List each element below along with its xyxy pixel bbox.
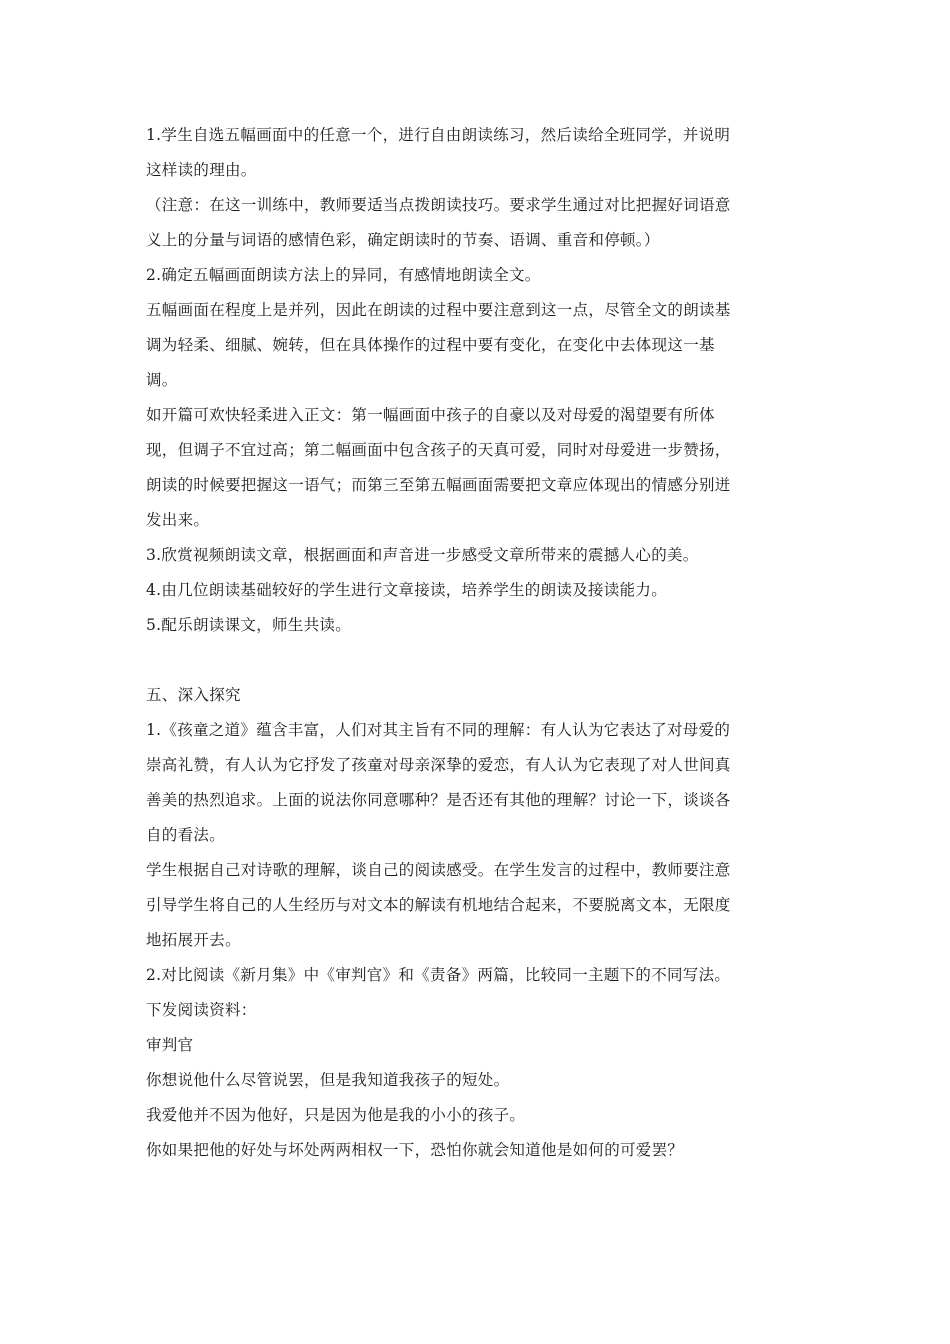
paragraph-explore-2: 2.对比阅读《新月集》中《审判官》和《责备》两篇，比较同一主题下的不同写法。	[146, 966, 731, 984]
section-heading: 五、深入探究	[146, 686, 241, 704]
paragraph-student-response: 学生根据自己对诗歌的理解，谈自己的阅读感受。在学生发言的过程中，教师要注意引导学生将自己的人生经历与对文本的解读有机地结合起来，不要脱离文本，无限度地拓展开去。	[146, 861, 731, 949]
document-body	[146, 118, 736, 1168]
paragraph-step-4: 4.由几位朗读基础较好的学生进行文章接读，培养学生的朗读及接读能力。	[146, 581, 667, 599]
paragraph-explore-1: 1.《孩童之道》蕴含丰富，人们对其主旨有不同的理解：有人认为它表达了对母爱的崇高礼赞，有人认为它抒发了孩童对母亲深挚的爱恋，有人认为它表现了对人世间真善美的热烈追求。上面的说法你同意哪种？是否还有其他的理解？讨论一下，谈谈各自的看法。	[146, 721, 731, 844]
paragraph-step-2: 2.确定五幅画面朗读方法上的异同，有感情地朗读全文。	[146, 266, 541, 284]
paragraph-note: （注意：在这一训练中，教师要适当点拨朗读技巧。要求学生通过对比把握好词语意义上的分量与词语的感情色彩，确定朗读时的节奏、语调、重音和停顿。）	[146, 196, 731, 249]
paragraph-step-3: 3.欣赏视频朗读文章，根据画面和声音进一步感受文章所带来的震撼人心的美。	[146, 546, 699, 564]
paragraph-handout: 下发阅读资料：	[146, 1001, 257, 1019]
paragraph-tone: 五幅画面在程度上是并列，因此在朗读的过程中要注意到这一点，尽管全文的朗读基调为轻柔、细腻、婉转，但在具体操作的过程中要有变化，在变化中去体现这一基调。	[146, 301, 731, 389]
paragraph-example: 如开篇可欢快轻柔进入正文：第一幅画面中孩子的自豪以及对母爱的渴望要有所体现，但调子不宜过高；第二幅画面中包含孩子的天真可爱，同时对母爱进一步赞扬，朗读的时候要把握这一语气；而第三至第五幅画面需要把文章应体现出的情感分别迸发出来。	[146, 406, 731, 529]
section-spacer	[146, 643, 736, 678]
poem-line-2: 我爱他并不因为他好，只是因为他是我的小小的孩子。	[146, 1106, 526, 1124]
poem-line-3: 你如果把他的好处与坏处两两相权一下，恐怕你就会知道他是如何的可爱罢？	[146, 1141, 684, 1159]
poem-line-1: 你想说他什么尽管说罢，但是我知道我孩子的短处。	[146, 1071, 510, 1089]
paragraph-step-1: 1.学生自选五幅画面中的任意一个，进行自由朗读练习，然后读给全班同学，并说明这样读的理由。	[146, 126, 731, 179]
paragraph-step-5: 5.配乐朗读课文，师生共读。	[146, 616, 351, 634]
poem-title: 审判官	[146, 1036, 194, 1054]
